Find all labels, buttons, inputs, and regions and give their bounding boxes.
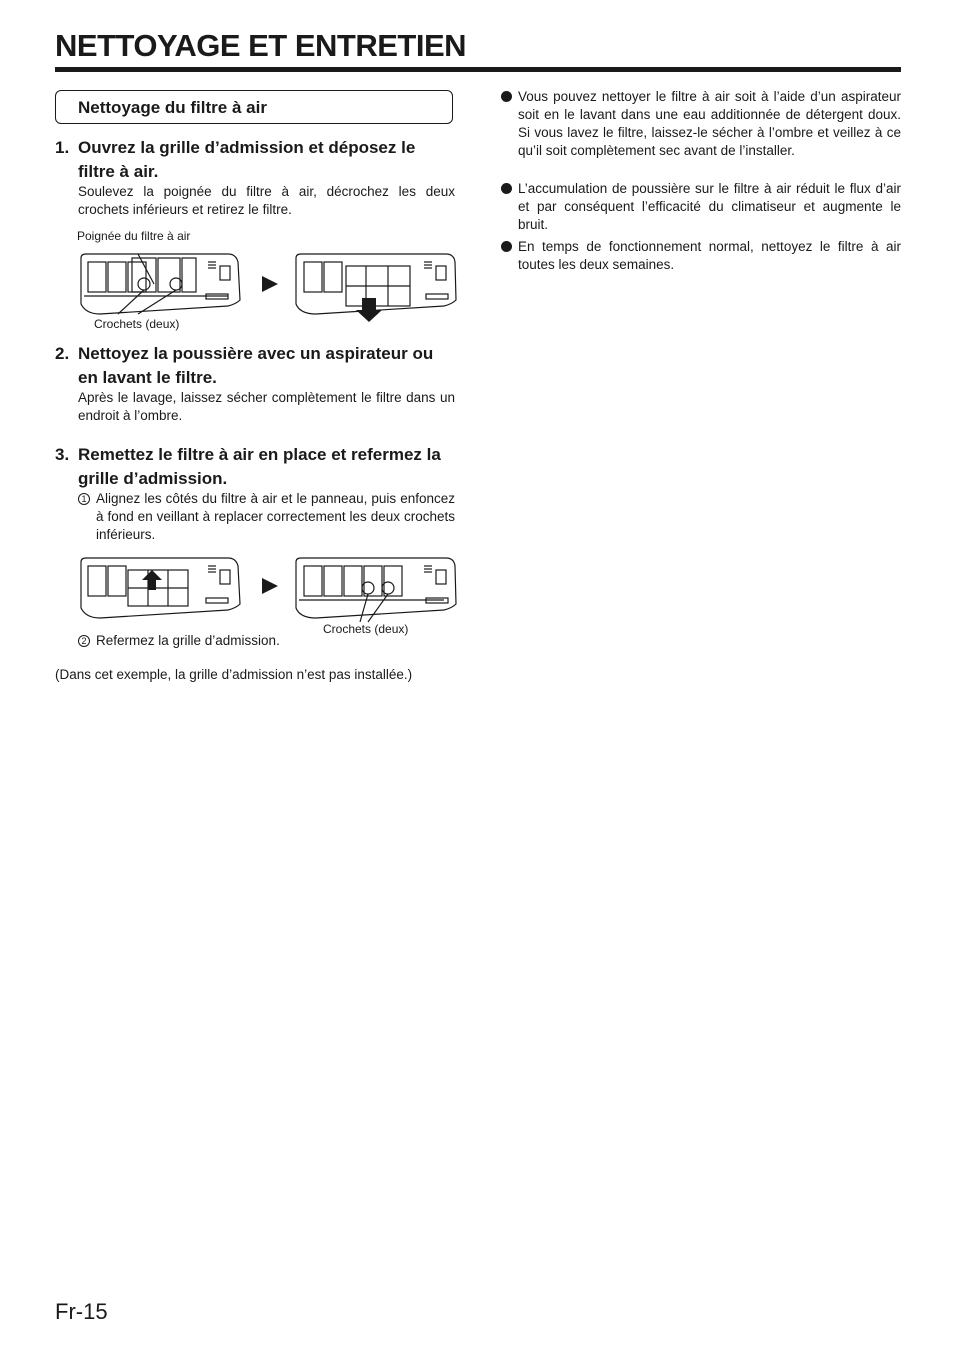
bullet-dot-icon (501, 241, 512, 252)
step-1-title: Ouvrez la grille d’admission et déposez le filtre à air. (78, 138, 416, 181)
down-arrow-icon (356, 298, 382, 322)
title-rule (55, 67, 901, 72)
step-3-title: Remettez le filtre à air en place et refermez la grille d’admission. (78, 445, 441, 488)
ac-unit-open-grille (81, 254, 240, 314)
filter-handle-label: Poignée du filtre à air (77, 229, 191, 243)
bullet-text: Vous pouvez nettoyer le filtre à air soit à l’aide d’un aspirateur soit en le lavant dans une eau additionnée de détergent doux. Si vous lavez le filtre, laissez-le sécher à l’ombre et veillez à ce qu’il soit complètement sec avant de l’installer. (518, 89, 901, 158)
hooks-label-1: Crochets (deux) (94, 317, 180, 331)
example-note: (Dans cet exemple, la grille d’admission n’est pas installée.) (55, 667, 413, 682)
step-2-body: Après le lavage, laissez sécher complètement le filtre dans un endroit à l’ombre. (78, 390, 455, 423)
step-3-sub-2 (78, 632, 318, 650)
bullet-dot-icon (501, 183, 512, 194)
step-3-sub-1-text: Alignez les côtés du filtre à air et le panneau, puis enfoncez à fond en veillant à replacer correctement les deux crochets inférieurs. (96, 491, 455, 542)
step-3-sub-2-text: Refermez la grille d’admission. (96, 633, 280, 648)
next-arrow-icon (262, 276, 278, 292)
step-1-number: 1. (55, 138, 70, 157)
step-2-number: 2. (55, 344, 70, 363)
step-3-heading (55, 443, 455, 491)
page-title: NETTOYAGE ET ENTRETIEN (55, 28, 467, 63)
hooks-label-2: Crochets (deux) (323, 622, 409, 636)
ac-unit-filter-installed (296, 558, 456, 622)
bullet-item (501, 180, 901, 234)
step-1-heading (55, 136, 455, 184)
bullet-text: L’accumulation de poussière sur le filtre à air réduit le flux d’air et par conséquent l’efficacité du climatiseur et augmente le bruit. (518, 181, 901, 232)
step-3-diagram (78, 548, 458, 628)
up-arrow-icon (142, 570, 162, 590)
step-1-body: Soulevez la poignée du filtre à air, décrochez les deux crochets inférieurs et retirez le filtre. (78, 184, 455, 217)
section-heading: Nettoyage du filtre à air (55, 90, 453, 124)
bullet-item (501, 88, 901, 160)
bullet-dot-icon (501, 91, 512, 102)
circled-number-1: 1 (78, 493, 90, 505)
next-arrow-icon-2 (262, 578, 278, 594)
step-3-number: 3. (55, 445, 70, 464)
step-2-heading (55, 342, 455, 390)
page-number: Fr-15 (55, 1299, 108, 1324)
step-1-diagram (78, 244, 458, 324)
step-3-sub-1 (78, 490, 455, 544)
step-2-title: Nettoyez la poussière avec un aspirateur ou en lavant le filtre. (78, 344, 434, 387)
bullet-item (501, 238, 901, 274)
circled-number-2: 2 (78, 635, 90, 647)
bullet-text: En temps de fonctionnement normal, nettoyez le filtre à air toutes les deux semaines. (518, 239, 901, 272)
ac-unit-filter-inserting (81, 558, 240, 618)
